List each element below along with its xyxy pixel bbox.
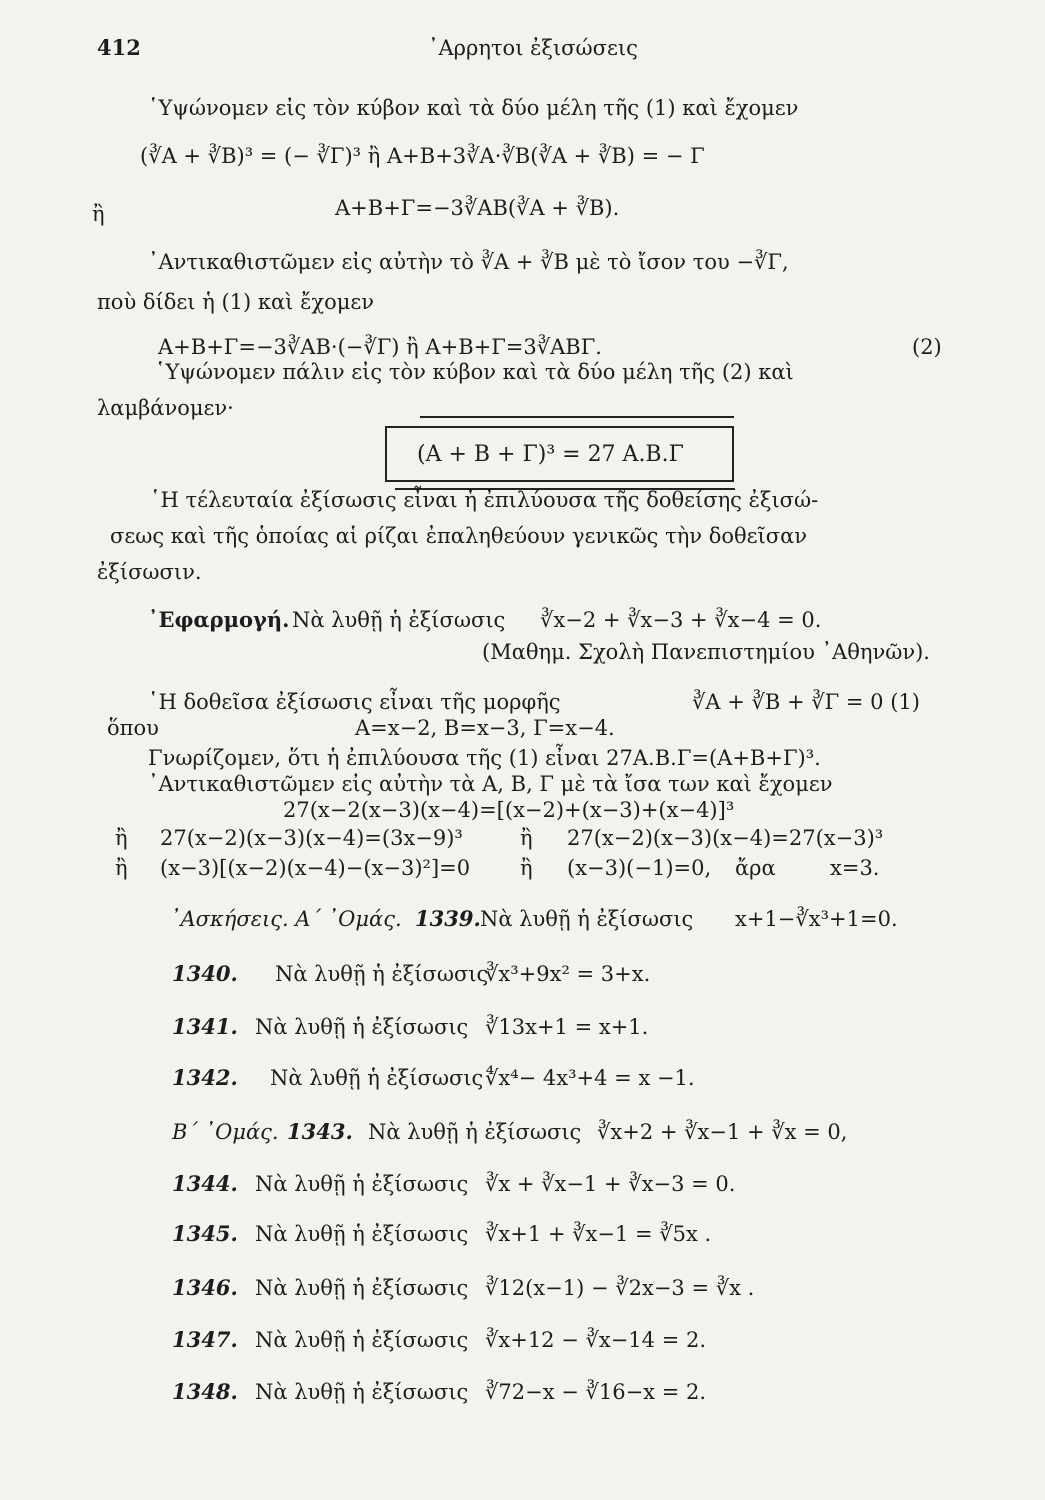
equation: A+B+Γ=−3∛AB(∛A + ∛B). (335, 196, 620, 220)
exercises-heading-a: ᾿Ασκήσεις. Α΄ ᾿Ομάς. (170, 907, 402, 931)
exercise-number: 1340. (172, 961, 238, 986)
text-line: ἢ (520, 826, 533, 850)
equation: (x−3)(−1)=0, (567, 856, 712, 880)
exercise-equation: ∛x+2 + ∛x−1 + ∛x = 0, (597, 1120, 848, 1144)
text-line: ῾Υψώνομεν πάλιν εἰς τὸν κύβον καὶ τὰ δύο μέλη τῆς (2) καὶ (155, 360, 794, 384)
exercise-number: 1344. (172, 1171, 238, 1196)
exercise-prompt: Νὰ λυθῇ ἡ ἐξίσωσις (270, 1066, 484, 1090)
equation: A+B+Γ=−3∛AB·(−∛Γ) ἢ A+B+Γ=3∛ABΓ. (158, 335, 602, 359)
exercise-prompt: Νὰ λυθῇ ἡ ἐξίσωσις (255, 1015, 469, 1039)
exercise-equation: ∛x+12 − ∛x−14 = 2. (485, 1328, 707, 1352)
page-number: 412 (97, 35, 141, 60)
exercise-equation: ∛12(x−1) − ∛2x−3 = ∛x . (485, 1276, 755, 1300)
exercise-equation: x+1−∛x³+1=0. (735, 907, 898, 931)
text-line: ῾Η δοθεῖσα ἐξίσωσις εἶναι τῆς μορφῆς (148, 690, 561, 714)
text-line: σεως καὶ τῆς ὁποίας αἱ ρίζαι ἐπαληθεύουν γενικῶς τὴν δοθεῖσαν (110, 524, 808, 548)
exercise-equation: ∜x⁴− 4x³+4 = x −1. (485, 1066, 695, 1090)
exercise-equation: ∛x+1 + ∛x−1 = ∛5x . (485, 1222, 712, 1246)
equation: ∛x−2 + ∛x−3 + ∛x−4 = 0. (540, 608, 822, 632)
exercise-prompt: Νὰ λυθῇ ἡ ἐξίσωσις (255, 1276, 469, 1300)
running-title: ᾿Αρρητοι ἐξισώσεις (428, 36, 638, 60)
exercise-number: 1343. (287, 1119, 353, 1144)
exercise-equation: ∛72−x − ∛16−x = 2. (485, 1380, 707, 1404)
equation: A=x−2, B=x−3, Γ=x−4. (355, 716, 615, 740)
exercise-prompt: Νὰ λυθῇ ἡ ἐξίσωσις (255, 1222, 469, 1246)
exercise-prompt: Νὰ λυθῇ ἡ ἐξίσωσις (480, 907, 694, 931)
exercise-number: 1342. (172, 1065, 238, 1090)
equation: x=3. (830, 856, 880, 880)
exercise-prompt: Νὰ λυθῇ ἡ ἐξίσωσις (368, 1120, 582, 1144)
equation: (x−3)[(x−2)(x−4)−(x−3)²]=0 (160, 856, 471, 880)
text-line: ποὺ δίδει ἡ (1) καὶ ἔχομεν (97, 290, 375, 314)
text-line: ἐξίσωσιν. (97, 560, 202, 584)
exercise-equation: ∛x + ∛x−1 + ∛x−3 = 0. (485, 1172, 736, 1196)
boxed-equation-text: (A + B + Γ)³ = 27 A.B.Γ (417, 442, 684, 467)
equation: 27(x−2)(x−3)(x−4)=27(x−3)³ (567, 826, 884, 850)
exercise-number: 1345. (172, 1221, 238, 1246)
application-label: ᾿Εφαρμογή. (148, 607, 290, 632)
text-line: ᾿Αντικαθιστῶμεν εἰς αὐτὴν τὰ A, B, Γ μὲ τὰ ἴσα των καὶ ἔχομεν (148, 772, 833, 796)
text-line: ἢ (92, 202, 105, 226)
exercise-prompt: Νὰ λυθῇ ἡ ἐξίσωσις (255, 1172, 469, 1196)
text-line: ἄρα (735, 856, 776, 880)
exercise-prompt: Νὰ λυθῇ ἡ ἐξίσωσις (255, 1328, 469, 1352)
exercise-equation: ∛x³+9x² = 3+x. (485, 962, 651, 986)
exercises-heading-b: Β΄ ᾿Ομάς. (172, 1120, 279, 1144)
exercise-prompt: Νὰ λυθῇ ἡ ἐξίσωσις (255, 1380, 469, 1404)
exercise-number: 1348. (172, 1379, 238, 1404)
text-line: Νὰ λυθῇ ἡ ἐξίσωσις (292, 608, 506, 632)
exercise-number: 1341. (172, 1014, 238, 1039)
text-line: Γνωρίζομεν, ὅτι ἡ ἐπιλύουσα τῆς (1) εἶναι 27A.B.Γ=(A+B+Γ)³. (148, 746, 821, 770)
text-line: λαμβάνομεν· (97, 396, 234, 420)
source-note: (Μαθημ. Σχολὴ Πανεπιστημίου ᾿Αθηνῶν). (482, 640, 930, 664)
box-rule (420, 416, 734, 418)
text-line: ἢ (520, 856, 533, 880)
equation: 27(x−2)(x−3)(x−4)=(3x−9)³ (160, 826, 463, 850)
text-line: ἢ (115, 856, 128, 880)
text-line: ᾿Αντικαθιστῶμεν εἰς αὐτὴν τὸ ∛A + ∛B μὲ τὸ ἴσον του −∛Γ, (148, 250, 789, 274)
exercise-number: 1347. (172, 1327, 238, 1352)
text-line: ὅπου (107, 716, 159, 740)
boxed-equation (385, 426, 734, 482)
equation: 27(x−2(x−3)(x−4)=[(x−2)+(x−3)+(x−4)]³ (283, 798, 735, 822)
text-line: ἢ (115, 826, 128, 850)
equation: (∛A + ∛B)³ = (− ∛Γ)³ ἢ A+B+3∛A·∛B(∛A + ∛B) = − Γ (140, 144, 705, 168)
exercise-number: 1339. (415, 906, 481, 931)
exercise-equation: ∛13x+1 = x+1. (485, 1015, 649, 1039)
equation-number: (2) (912, 335, 942, 359)
exercise-number: 1346. (172, 1275, 238, 1300)
exercise-prompt: Νὰ λυθῇ ἡ ἐξίσωσις (275, 962, 489, 986)
text-line: ῾Υψώνομεν εἰς τὸν κύβον καὶ τὰ δύο μέλη τῆς (1) καὶ ἔχομεν (148, 96, 799, 120)
text-line: ῾Η τέλευταία ἐξίσωσις εἶναι ἡ ἐπιλύουσα τῆς δοθείσης ἐξισώ- (150, 488, 819, 512)
equation: ∛A + ∛B + ∛Γ = 0 (1) (692, 690, 920, 714)
